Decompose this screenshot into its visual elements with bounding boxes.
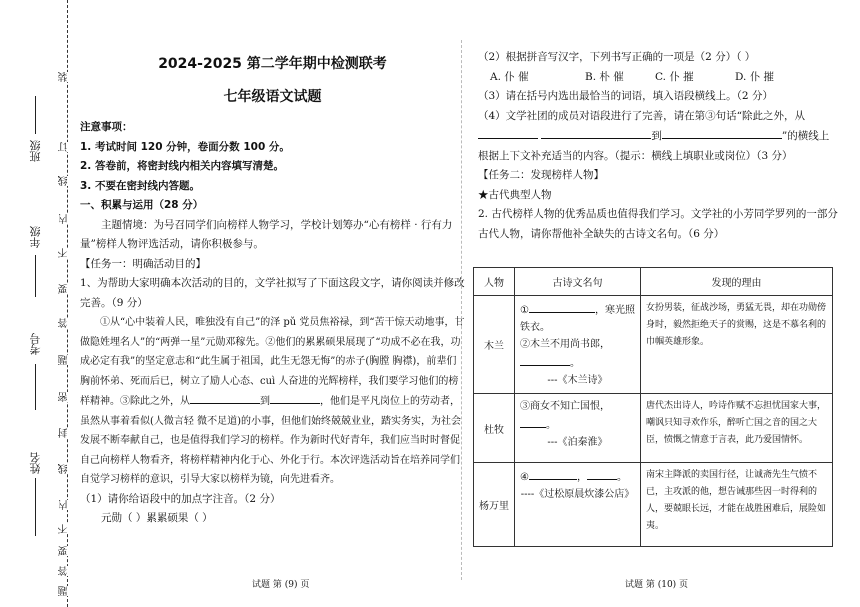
table-row [474, 462, 833, 546]
cut-char: 不 [60, 524, 74, 534]
line-suffix: 。 [570, 358, 580, 370]
cut-char: 不 [60, 248, 74, 258]
header-reason: 发现的理由 [641, 268, 833, 296]
footer-left: 试题 第 (9) 页 [252, 580, 310, 590]
sub4-part-c: ”的横线上根据上下文补充适当的内容。（提示：横线上填职业或岗位）（3 分） [478, 130, 830, 162]
option-a[interactable]: A. 仆 催 [490, 70, 529, 83]
binding-strip [0, 0, 80, 607]
cut-char: 线 [60, 464, 74, 474]
line-text: ②木兰不用尚书郎， [520, 339, 610, 351]
header-poem-line: 古诗文名句 [515, 268, 641, 296]
exam-title: 2024-2025 第二学年期中检测联考 [158, 56, 387, 72]
cut-char: 密 [60, 392, 74, 402]
task1-heading: 【任务一：明确活动目的】 [80, 257, 206, 270]
reason-cell: 南宋主降派的卖国行径，让诚斋先生气愤不已，主攻派的他，想告诫那些因一时得利的人，要兢眼长远，才能在战胜困难后，展险如夷。 [641, 462, 833, 546]
cut-char: 要 [60, 546, 74, 556]
line-mid: ， [576, 471, 587, 483]
note-item: 2. 答卷前，将密封线内相关内容填写清楚。 [80, 160, 284, 172]
sub-question-1: （1）请你给语段中的加点字注音。（2 分） [80, 492, 281, 505]
passage-paren: (人微言轻 微不足道) [150, 415, 241, 427]
poem-blank[interactable] [529, 467, 577, 480]
line-prefix: ① [520, 305, 529, 317]
person-cell: 杜牧 [474, 394, 515, 462]
cut-char: 装 [60, 72, 74, 82]
page-divider [461, 40, 462, 580]
sub4-blank-3[interactable] [662, 126, 782, 139]
poem-blank[interactable] [529, 300, 595, 313]
poem-blank[interactable] [520, 415, 546, 428]
sub4-blank-2[interactable] [541, 126, 651, 139]
source: ---《泊秦淮》 [547, 437, 608, 449]
passage-mid2: ，他们是平凡岗位上的劳动者，虽然从事着看似 [80, 396, 460, 427]
exam-subtitle: 七年级语文试题 [223, 89, 322, 105]
cut-char: 内 [60, 214, 74, 224]
class-field[interactable] [35, 96, 36, 134]
poem-blank[interactable] [587, 467, 617, 480]
table-header-row [474, 268, 833, 296]
line-text: ③商女不知亡国恨， [520, 401, 610, 413]
passage-part1: ①从“心中装着人民，唯独没有自己”的泽 pǔ 党员焦裕禄，到“苦干惊天动地事，甘做隐姓埋名人”的“两弹一星”元勋邓稼先。②他们的累累硕果展现了“功成不必在我，功成必定有我”的坚定意志和“此生属于祖国，此生无怨无悔”的赤子(胸膛 胸襟)，前辈们胸前怀弟、死而后已，树立了励人心态、cuì 人奋进的光辉榜样，我们要学习他们的榜样精神。③除此之外，从 [80, 317, 465, 407]
notes-heading: 注意事项： [80, 121, 133, 133]
grade-field[interactable] [35, 255, 36, 297]
note-item: 3. 不要在密封线内答题。 [80, 179, 200, 192]
footer-right: 试题 第 (10) 页 [625, 580, 689, 590]
name-label: 姓名 [29, 452, 42, 474]
exam-no-label: 考号 [29, 333, 42, 355]
passage-blank-1[interactable] [190, 391, 260, 404]
task2-heading: 【任务二：发现榜样人物】 [478, 169, 604, 181]
option-c[interactable]: C. 仆 摧 [655, 70, 694, 83]
reason-cell: 女扮男装，征战沙场，勇猛无畏，却在功勋傍身时，毅然拒绝天子的赏赐，这是不慕名利的巾帼英雄形象。 [641, 296, 833, 394]
cut-char: 答 [60, 566, 74, 576]
line-suffix: ，寒光照铁衣。 [520, 305, 635, 334]
cut-char: 线 [60, 176, 74, 186]
poem-table [473, 267, 833, 547]
section-heading: 一、积累与运用（28 分） [80, 199, 204, 211]
person-cell: 木兰 [474, 296, 515, 394]
sub-question-4 [478, 107, 838, 167]
poem-blank[interactable] [520, 353, 570, 366]
name-field[interactable] [35, 478, 36, 536]
passage-blank-2[interactable] [270, 391, 320, 404]
cut-char: 答 [60, 318, 74, 328]
table-row [474, 394, 833, 462]
cut-char: 封 [60, 428, 74, 438]
line-prefix: ④ [520, 471, 529, 483]
person-cell: 杨万里 [474, 462, 515, 546]
ancient-heading: ★古代典型人物 [478, 188, 552, 201]
line-suffix: 。 [546, 420, 556, 432]
table-row [474, 296, 833, 394]
cut-char: 要 [60, 284, 74, 294]
note-item: 1. 考试时间 120 分钟，卷面分数 100 分。 [80, 140, 290, 153]
option-d[interactable]: D. 仆 摧 [735, 70, 775, 83]
sub-question-3: （3）请在括号内选出最恰当的词语，填入语段横线上。（2 分） [478, 90, 773, 102]
options-row [478, 68, 838, 88]
cut-char: 题 [60, 586, 74, 596]
reason-cell: 唐代杰出诗人，吟诗作赋不忘担忧国家大事，嘲讽只知寻欢作乐，醉听亡国之音的国之大臣，愤慨之情意于言表，此乃爱国情怀。 [641, 394, 833, 462]
cut-char: 题 [60, 355, 74, 365]
sub4-blank-1[interactable] [478, 126, 538, 139]
sub-question-2: （2）根据拼音写汉字，下列书写正确的一项是（2 分）（ ） [478, 51, 756, 63]
source: ---《木兰诗》 [547, 375, 608, 387]
header-person: 人物 [474, 268, 515, 296]
cut-char: 订 [60, 142, 74, 152]
poem-cell [515, 296, 641, 394]
line-suffix: 。 [616, 471, 627, 483]
seal-dashed-line [67, 0, 68, 607]
passage [80, 313, 465, 490]
passage-mid1: 到 [260, 396, 270, 407]
option-b[interactable]: B. 朴 催 [585, 70, 624, 83]
cut-char: 内 [60, 500, 74, 510]
source: ----《过松原晨炊漆公店》 [520, 488, 635, 500]
sub4-part-b: 到 [651, 130, 662, 142]
right-page [478, 48, 838, 244]
q1-stem: 1、为帮助大家明确本次活动的目的，文学社拟写了下面这段文字，请你阅读并修改完善。（9 分） [80, 277, 465, 309]
grade-label: 年级 [29, 226, 42, 248]
class-label: 班级 [29, 140, 42, 162]
sub-question-1-answer[interactable]: 元勋（ ）累累硕果（ ） [101, 512, 213, 524]
poem-cell [515, 462, 641, 546]
passage-part2: 的小事，但他们始终兢兢业业，踏实务实，为社会发展不断奉献自己，也是值得我们学习的榜样。作为新时代好青年，我们应当时时督促自己向榜样人物看齐，将榜样精神内化于心、外化于行。本次评选活动旨在培养同学们自觉学习榜样的意识，引导大家以榜样为镜，向先进看齐。 [80, 415, 461, 485]
poem-cell [515, 394, 641, 462]
scenario-text: 主题情境：为号召同学们向榜样人物学习，学校计划筹办“心有榜样 · 行有力量”榜样人物评选活动，请你积极参与。 [80, 218, 453, 250]
sub4-part-a: （4）文学社团的成员对语段进行了完善，请在第③句话“除此之外，从 [478, 109, 806, 122]
q2-stem: 2. 古代榜样人物的优秀品质也值得我们学习。文学社的小芳同学罗列的一部分古代人物，请你帮他补全缺失的古诗文名句。（6 分） [478, 208, 838, 240]
left-page [80, 40, 465, 529]
exam-no-field[interactable] [35, 364, 36, 410]
